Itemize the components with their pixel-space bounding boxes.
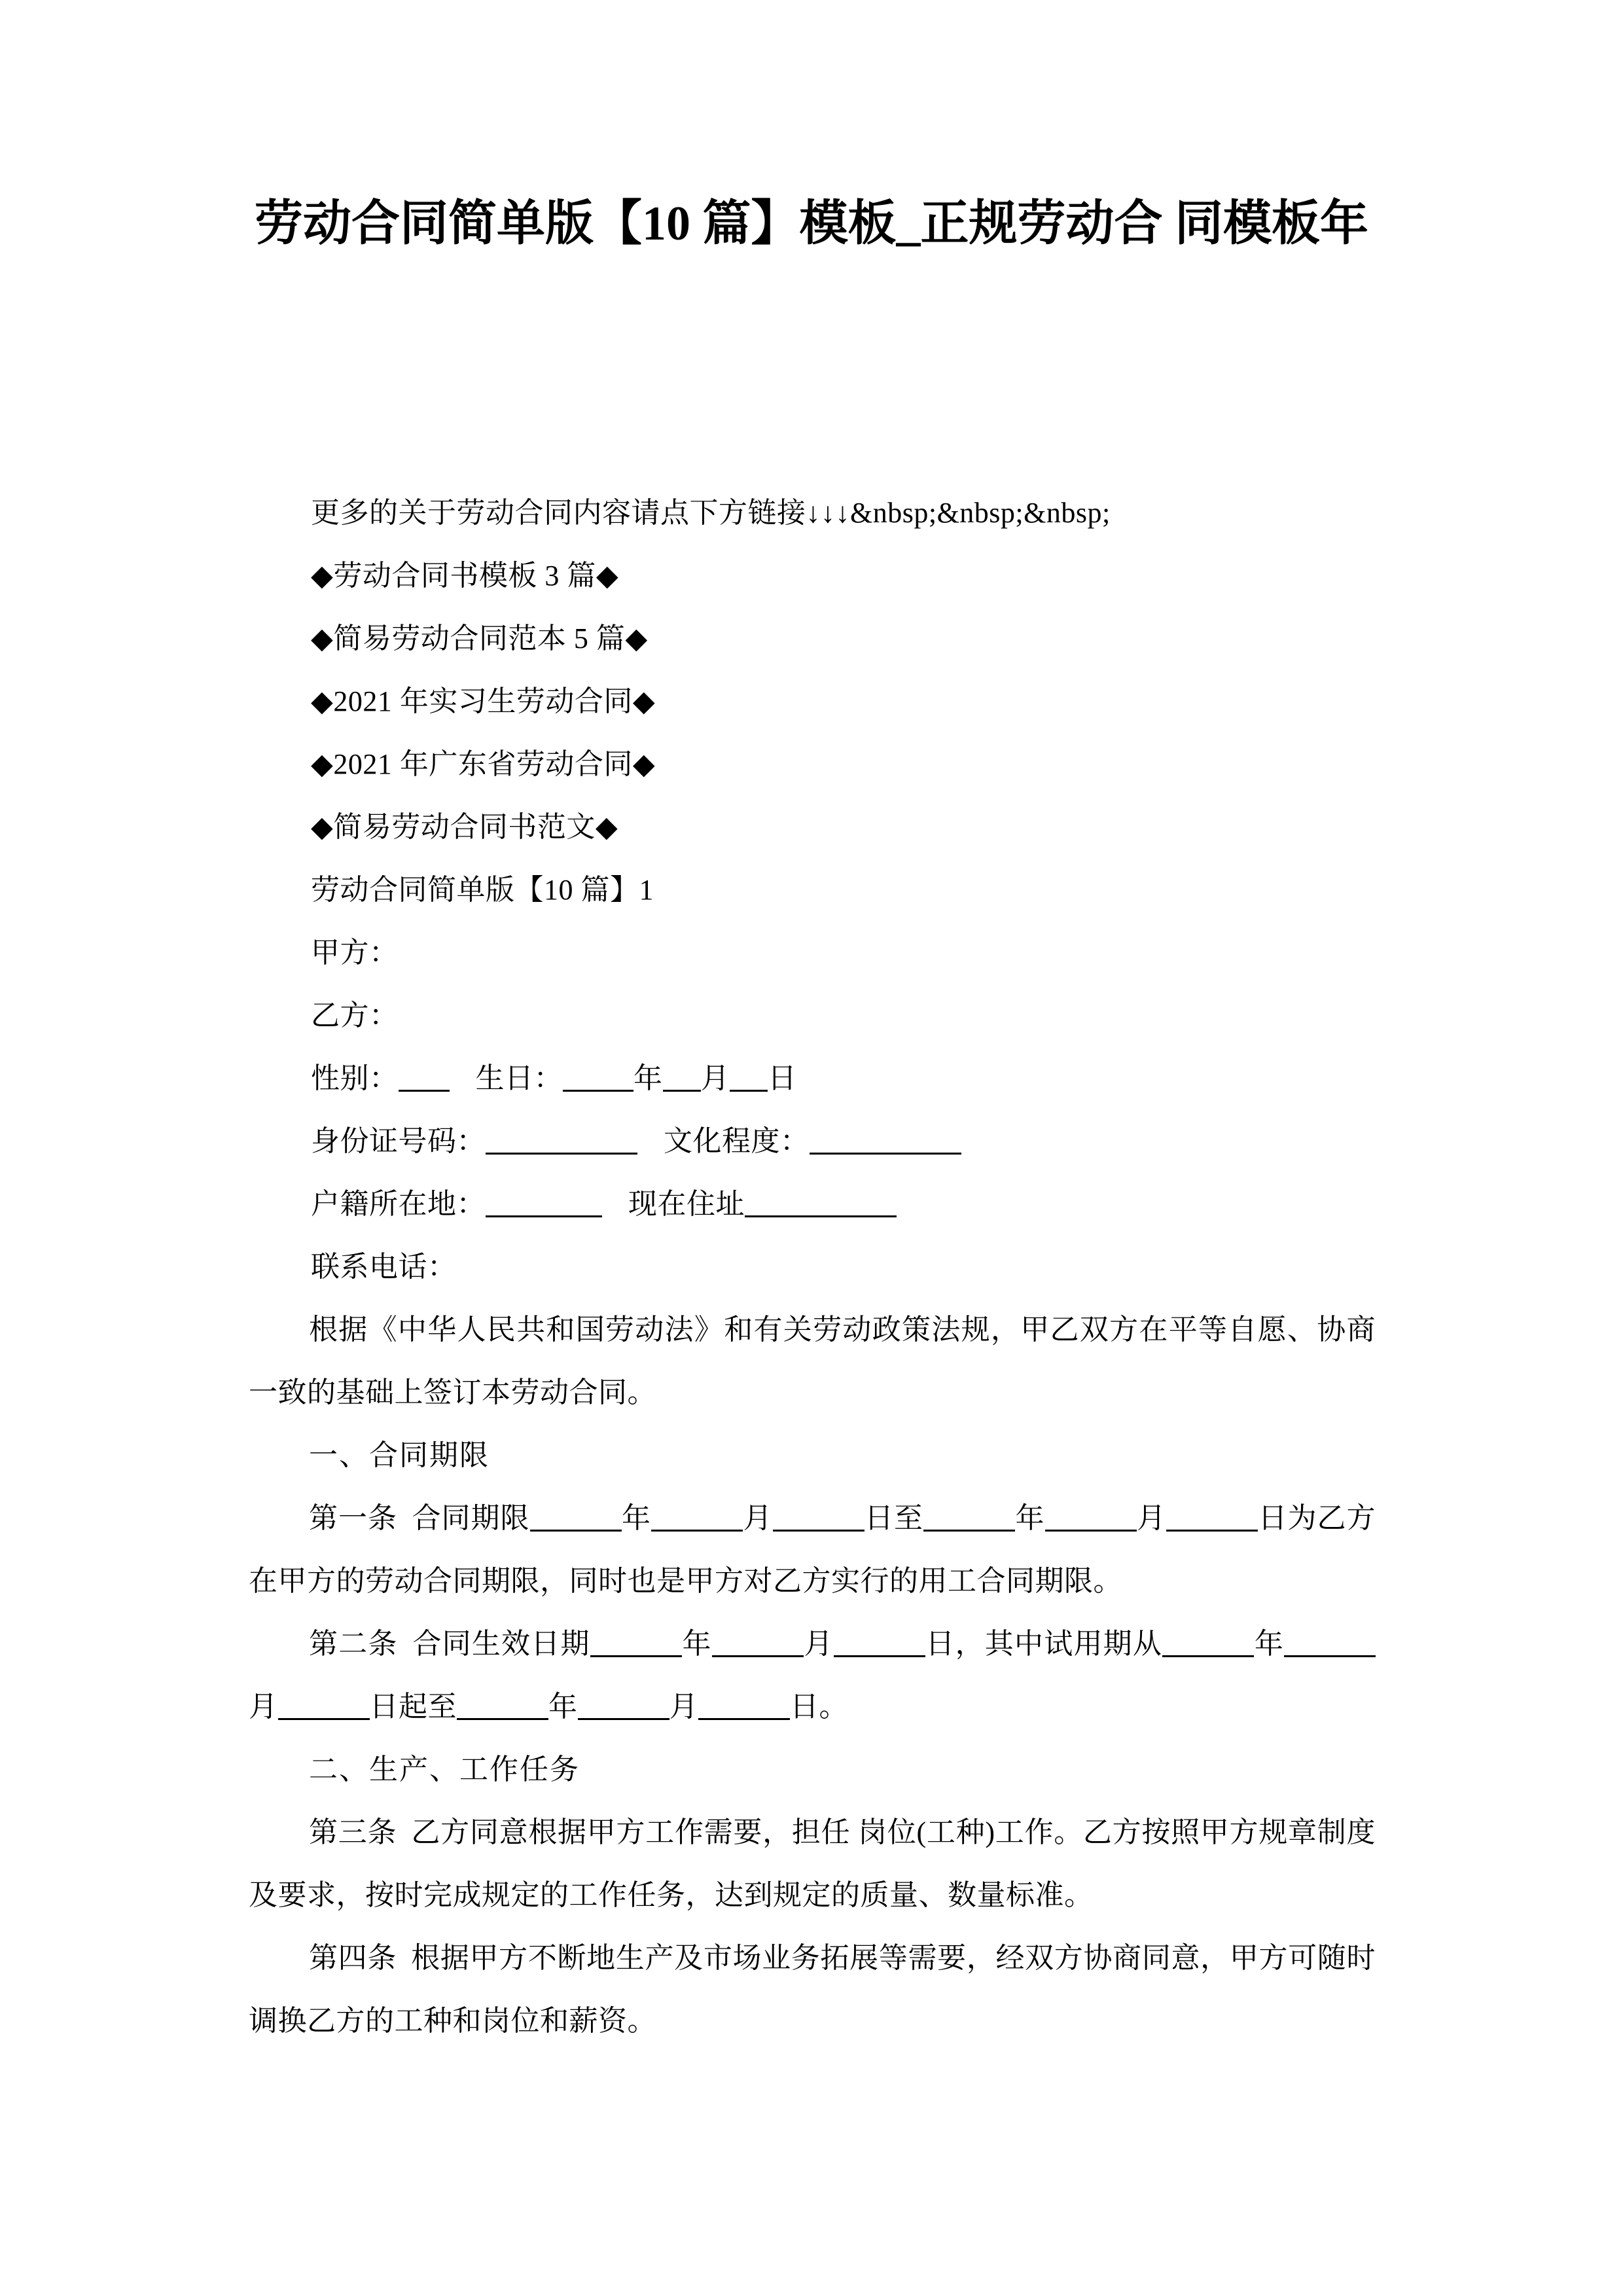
clause-1-title: 合同期限 [412, 1502, 530, 1534]
clause-3-text: 乙方同意根据甲方工作需要，担任 岗位(工种)工作。乙方按照甲方规章制度及要求，按时完成规定的工作任务，达到规定的质量、数量标准。 [249, 1816, 1376, 1911]
link-block-intro: 更多的关于劳动合同内容请点下方链接↓↓↓&nbsp;&nbsp;&nbsp; [311, 497, 1111, 529]
party-a-label: 甲方： [311, 937, 399, 969]
clause-1-day-unit-a: 日 [864, 1502, 894, 1534]
clause-2-probation-start-month-blank[interactable] [1284, 1655, 1376, 1657]
clause-3 [249, 1801, 1376, 1927]
clause-2-connector: 日起至 [369, 1691, 457, 1723]
page-title-line-2: 同模板年 [1175, 197, 1368, 251]
clause-1-start-month-blank[interactable] [651, 1530, 743, 1532]
phone-row [249, 1236, 1376, 1299]
clause-2-number: 第二条 [309, 1628, 398, 1660]
address-blank[interactable] [745, 1215, 897, 1217]
clause-1-year-unit-a: 年 [621, 1502, 651, 1534]
clause-2-probation-start-year-blank[interactable] [1162, 1655, 1254, 1657]
clause-2-effective-day-blank[interactable] [834, 1655, 925, 1657]
clause-1-to: 至 [894, 1502, 923, 1534]
link-item-1[interactable]: ◆劳动合同书模板 3 篇◆ [311, 560, 619, 592]
birth-day-unit: 日 [768, 1062, 797, 1094]
education-label: 文化程度： [664, 1125, 810, 1157]
contract-preamble: 根据《中华人民共和国劳动法》和有关劳动政策法规，甲乙双方在平等自愿、协商一致的基础上签订本劳动合同。 [249, 1314, 1376, 1408]
clause-1-month-unit-b: 月 [1136, 1502, 1166, 1534]
education-blank[interactable] [810, 1153, 961, 1155]
document-body [249, 482, 1376, 2053]
clause-2-month-unit-c: 月 [669, 1691, 698, 1723]
link-item-3[interactable]: ◆2021 年实习生劳动合同◆ [311, 685, 656, 717]
clause-2-month-unit-a: 月 [803, 1628, 834, 1660]
birth-month-blank[interactable] [663, 1090, 701, 1092]
clause-2-probation-end-month-blank[interactable] [578, 1718, 669, 1720]
link-item-5[interactable]: ◆简易劳动合同书范文◆ [311, 811, 618, 843]
clause-2-effective-month-blank[interactable] [712, 1655, 804, 1657]
clause-2-effective-year-blank[interactable] [590, 1655, 682, 1657]
clause-2-day-unit-a: 日 [925, 1628, 955, 1660]
birthday-label: 生日： [475, 1062, 563, 1094]
clause-1-end-month-blank[interactable] [1045, 1530, 1137, 1532]
birth-year-blank[interactable] [563, 1090, 633, 1092]
section-heading-2: 二、生产、工作任务 [309, 1753, 580, 1785]
clause-1-number: 第一条 [309, 1502, 397, 1534]
clause-1 [249, 1487, 1376, 1613]
gender-blank[interactable] [399, 1090, 450, 1092]
birth-month-unit: 月 [700, 1062, 730, 1094]
clause-3-number: 第三条 [309, 1816, 397, 1848]
clause-1-start-year-blank[interactable] [530, 1530, 622, 1532]
id-blank[interactable] [486, 1153, 637, 1155]
party-a-row [249, 922, 1376, 984]
address-label: 现在住址 [628, 1188, 745, 1220]
phone-label: 联系电话： [311, 1251, 457, 1283]
clause-4-text: 根据甲方不断地生产及市场业务拓展等需要，经双方协商同意，甲方可随时调换乙方的工种和岗位和薪资。 [249, 1942, 1376, 2037]
household-label: 户籍所在地： [311, 1188, 486, 1220]
birth-day-blank[interactable] [730, 1090, 768, 1092]
clause-1-tail: 为乙方在甲方的劳动合同期限，同时也是甲方对乙方实行的用工合同期限。 [249, 1502, 1376, 1597]
clause-2-title: 合同生效日期 [412, 1628, 590, 1660]
contract-section-label: 劳动合同简单版【10 篇】1 [311, 874, 654, 906]
clause-2-year-unit-b: 年 [1254, 1628, 1285, 1660]
household-blank[interactable] [486, 1215, 602, 1217]
household-address-row [249, 1173, 1376, 1236]
id-education-row [249, 1110, 1376, 1173]
link-item-2[interactable]: ◆简易劳动合同范本 5 篇◆ [311, 622, 648, 655]
clause-1-end-day-blank[interactable] [1166, 1530, 1258, 1532]
clause-1-day-unit-b: 日 [1258, 1502, 1288, 1534]
party-b-label: 乙方： [311, 999, 399, 1031]
clause-1-month-unit-a: 月 [743, 1502, 773, 1534]
clause-2-month-unit-b: 月 [249, 1691, 278, 1723]
party-b-row [249, 984, 1376, 1047]
gender-label: 性别： [311, 1062, 399, 1094]
clause-2-middle: ，其中试用期从 [955, 1628, 1163, 1660]
page-title [242, 190, 1381, 259]
clause-4-number: 第四条 [309, 1942, 397, 1974]
clause-1-start-day-blank[interactable] [773, 1530, 865, 1532]
clause-2-tail: 日。 [790, 1691, 848, 1723]
birth-year-unit: 年 [633, 1062, 663, 1094]
gender-birthday-row [249, 1047, 1376, 1110]
clause-2-probation-end-year-blank[interactable] [457, 1718, 548, 1720]
section-heading-1: 一、合同期限 [309, 1439, 490, 1471]
link-item-4[interactable]: ◆2021 年广东省劳动合同◆ [311, 748, 656, 780]
clause-2-probation-start-day-blank[interactable] [278, 1718, 370, 1720]
clause-1-end-year-blank[interactable] [923, 1530, 1015, 1532]
id-label: 身份证号码： [311, 1125, 486, 1157]
page-title-line-1: 劳动合同简单版【10 篇】模板_正规劳动合 [255, 197, 1163, 251]
clause-2-year-unit-c: 年 [548, 1691, 578, 1723]
clause-2-year-unit-a: 年 [681, 1628, 712, 1660]
clause-1-year-unit-b: 年 [1015, 1502, 1045, 1534]
clause-2 [249, 1613, 1376, 1738]
clause-2-probation-end-day-blank[interactable] [698, 1718, 790, 1720]
clause-4 [249, 1927, 1376, 2053]
